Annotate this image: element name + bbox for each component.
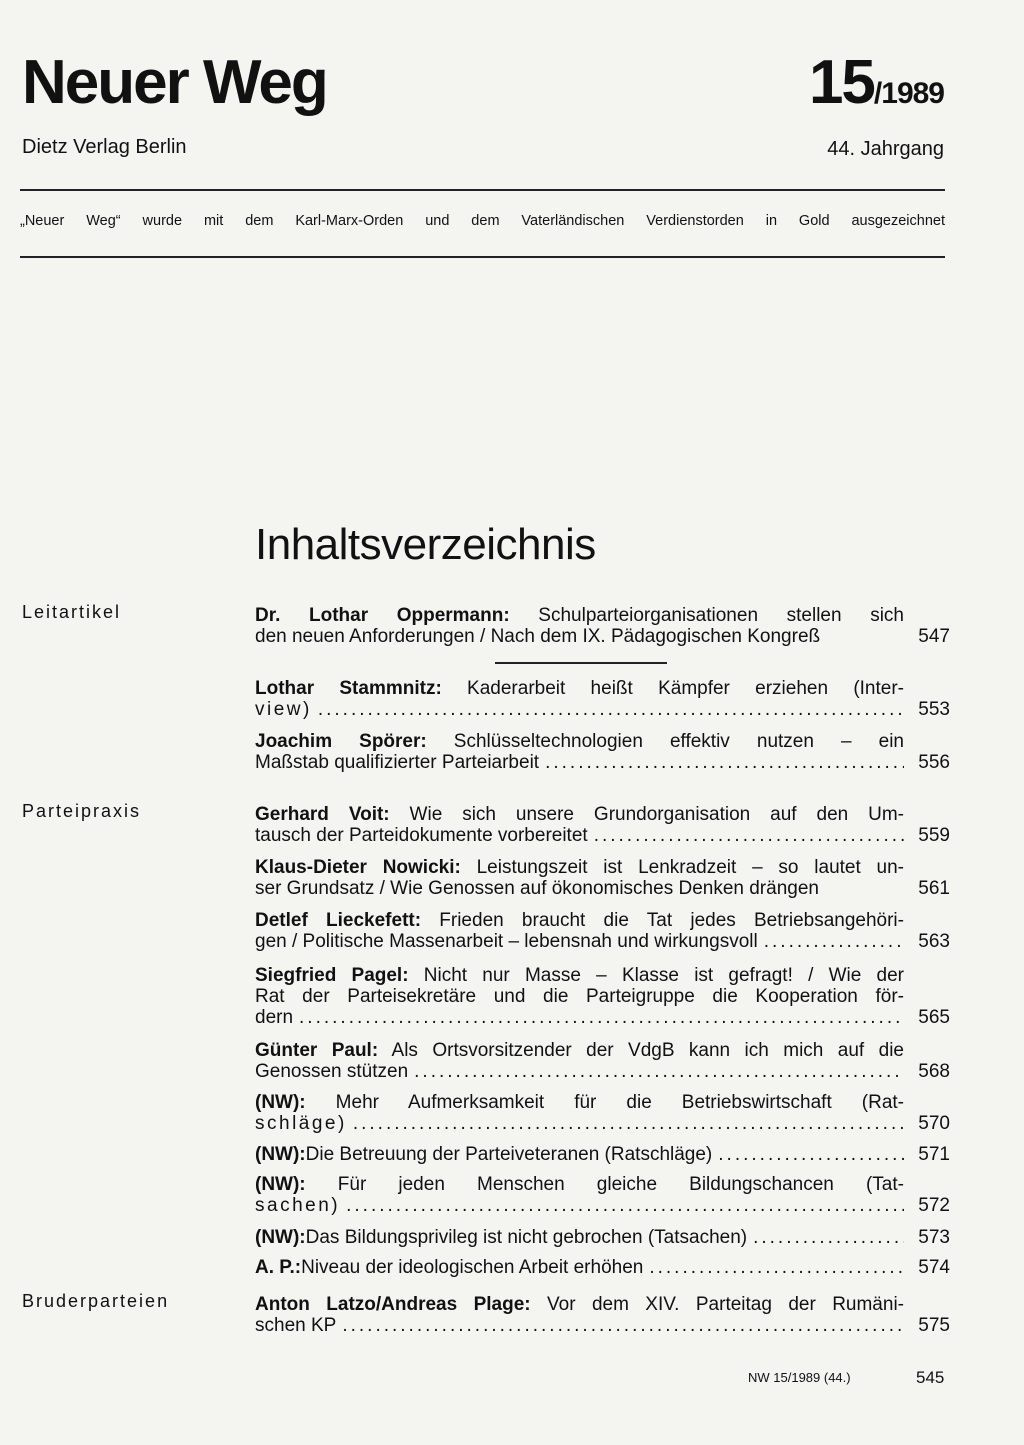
entry-page: 575 <box>918 1315 950 1336</box>
entry-author: Klaus-Dieter Nowicki: <box>255 857 461 878</box>
entry-author: Detlef Lieckefett: <box>255 910 422 931</box>
toc-entry <box>255 857 950 899</box>
award-line: „Neuer Weg“ wurde mit dem Karl-Marx-Orden und dem Vaterländischen Verdienstorden in Gold ausgezeichnet <box>20 213 945 229</box>
entry-title: Vor dem XIV. Parteitag der Rumäni- <box>530 1294 904 1315</box>
entry-author: Dr. Lothar Oppermann: <box>255 605 510 626</box>
entry-title: Niveau der ideologischen Arbeit erhöhen <box>301 1257 644 1278</box>
entry-title: Die Betreuung der Parteiveteranen (Ratschläge) <box>305 1144 713 1165</box>
toc-entry <box>255 1257 950 1278</box>
entry-title: Das Bildungsprivileg ist nicht gebrochen (Tatsachen) <box>305 1227 748 1248</box>
entry-author: Gerhard Voit: <box>255 804 390 825</box>
entry-page: 559 <box>918 825 950 846</box>
entry-title-cont: ser Grundsatz / Wie Genossen auf ökonomisches Denken drängen <box>255 878 819 899</box>
entry-title-cont: view) <box>255 699 312 720</box>
entry-title-cont: tausch der Parteidokumente vorbereitet <box>255 825 588 846</box>
entry-title: Mehr Aufmerksamkeit für die Betriebswirtschaft (Rat- <box>305 1092 904 1113</box>
rule-bottom <box>20 256 945 258</box>
entry-page: 563 <box>918 931 950 952</box>
entry-author: Joachim Spörer: <box>255 731 427 752</box>
entry-page: 572 <box>918 1195 950 1216</box>
entry-page: 556 <box>918 752 950 773</box>
entry-title: Wie sich unsere Grundorganisation auf den Um- <box>389 804 904 825</box>
entry-title-cont2: dern <box>255 1007 294 1028</box>
entry-title-cont: Genossen stützen <box>255 1061 409 1082</box>
toc-entry <box>255 804 950 846</box>
entry-title: Nicht nur Masse – Klasse ist gefragt! / Wie der <box>408 965 904 986</box>
volume: 44. Jahrgang <box>827 138 944 160</box>
section-separator <box>495 662 667 664</box>
entry-title: Leistungszeit ist Lenkradzeit – so lautet un- <box>460 857 904 878</box>
entry-author: Günter Paul: <box>255 1040 379 1061</box>
toc-entry <box>255 965 950 1028</box>
entry-title: Für jeden Menschen gleiche Bildungschancen (Tat- <box>305 1174 904 1195</box>
entry-page: 547 <box>918 626 950 647</box>
entry-title-cont: den neuen Anforderungen / Nach dem IX. Pädagogischen Kongreß <box>255 626 821 647</box>
publisher: Dietz Verlag Berlin <box>22 136 187 158</box>
toc-entry <box>255 1294 950 1336</box>
rule-top <box>20 189 945 191</box>
toc-entry <box>255 1227 950 1248</box>
entry-author: Lothar Stammnitz: <box>255 678 442 699</box>
entry-author: (NW): <box>255 1174 306 1195</box>
toc-entry <box>255 605 950 647</box>
issue-number <box>808 48 944 117</box>
entry-page: 570 <box>918 1113 950 1134</box>
entry-title-cont: schen KP <box>255 1315 337 1336</box>
entry-title: Als Ortsvorsitzender der VdgB kann ich mich auf die <box>378 1040 904 1061</box>
entry-title: Frieden braucht die Tat jedes Betriebsangehöri- <box>421 910 904 931</box>
toc-entry <box>255 1144 950 1165</box>
entry-page: 561 <box>918 878 950 899</box>
entry-author: Anton Latzo/Andreas Plage: <box>255 1294 531 1315</box>
issue-num: 15 <box>808 48 874 117</box>
entry-title-cont: schläge) <box>255 1113 347 1134</box>
section-leitartikel: Leitartikel <box>22 602 122 622</box>
entry-title: Kaderarbeit heißt Kämpfer erziehen (Inter- <box>441 678 904 699</box>
toc-entry <box>255 678 950 720</box>
entry-page: 568 <box>918 1061 950 1082</box>
entry-title-cont: Maßstab qualifizierter Parteiarbeit <box>255 752 540 773</box>
entry-title-cont: Rat der Parteisekretäre und die Parteigruppe die Kooperation för- <box>255 986 904 1007</box>
section-parteipraxis: Parteipraxis <box>22 801 142 821</box>
entry-title: Schulparteiorganisationen stellen sich <box>509 605 904 626</box>
entry-title-cont: sachen) <box>255 1195 341 1216</box>
entry-author: Siegfried Pagel: <box>255 965 409 986</box>
entry-page: 565 <box>918 1007 950 1028</box>
entry-title-cont: gen / Politische Massenarbeit – lebensnah und wirkungsvoll <box>255 931 758 952</box>
footer-page-number: 545 <box>916 1368 945 1387</box>
footer-reference: NW 15/1989 (44.) <box>748 1370 851 1385</box>
entry-page: 573 <box>918 1227 950 1248</box>
toc-entry <box>255 1174 950 1216</box>
toc-entry <box>255 731 950 773</box>
entry-author: (NW): <box>255 1092 306 1113</box>
toc-heading: Inhaltsverzeichnis <box>255 520 596 569</box>
entry-title: Schlüsseltechnologien effektiv nutzen – ein <box>426 731 904 752</box>
toc-entry <box>255 1092 950 1134</box>
entry-page: 574 <box>918 1257 950 1278</box>
entry-author: (NW): <box>255 1144 306 1165</box>
masthead-title: Neuer Weg <box>22 48 327 117</box>
entry-page: 553 <box>918 699 950 720</box>
toc-entry <box>255 910 950 952</box>
entry-page: 571 <box>918 1144 950 1165</box>
toc-entry <box>255 1040 950 1082</box>
entry-author: A. P.: <box>255 1257 302 1278</box>
entry-author: (NW): <box>255 1227 306 1248</box>
section-bruderparteien: Bruderparteien <box>22 1291 170 1311</box>
issue-year: /1989 <box>873 77 944 110</box>
